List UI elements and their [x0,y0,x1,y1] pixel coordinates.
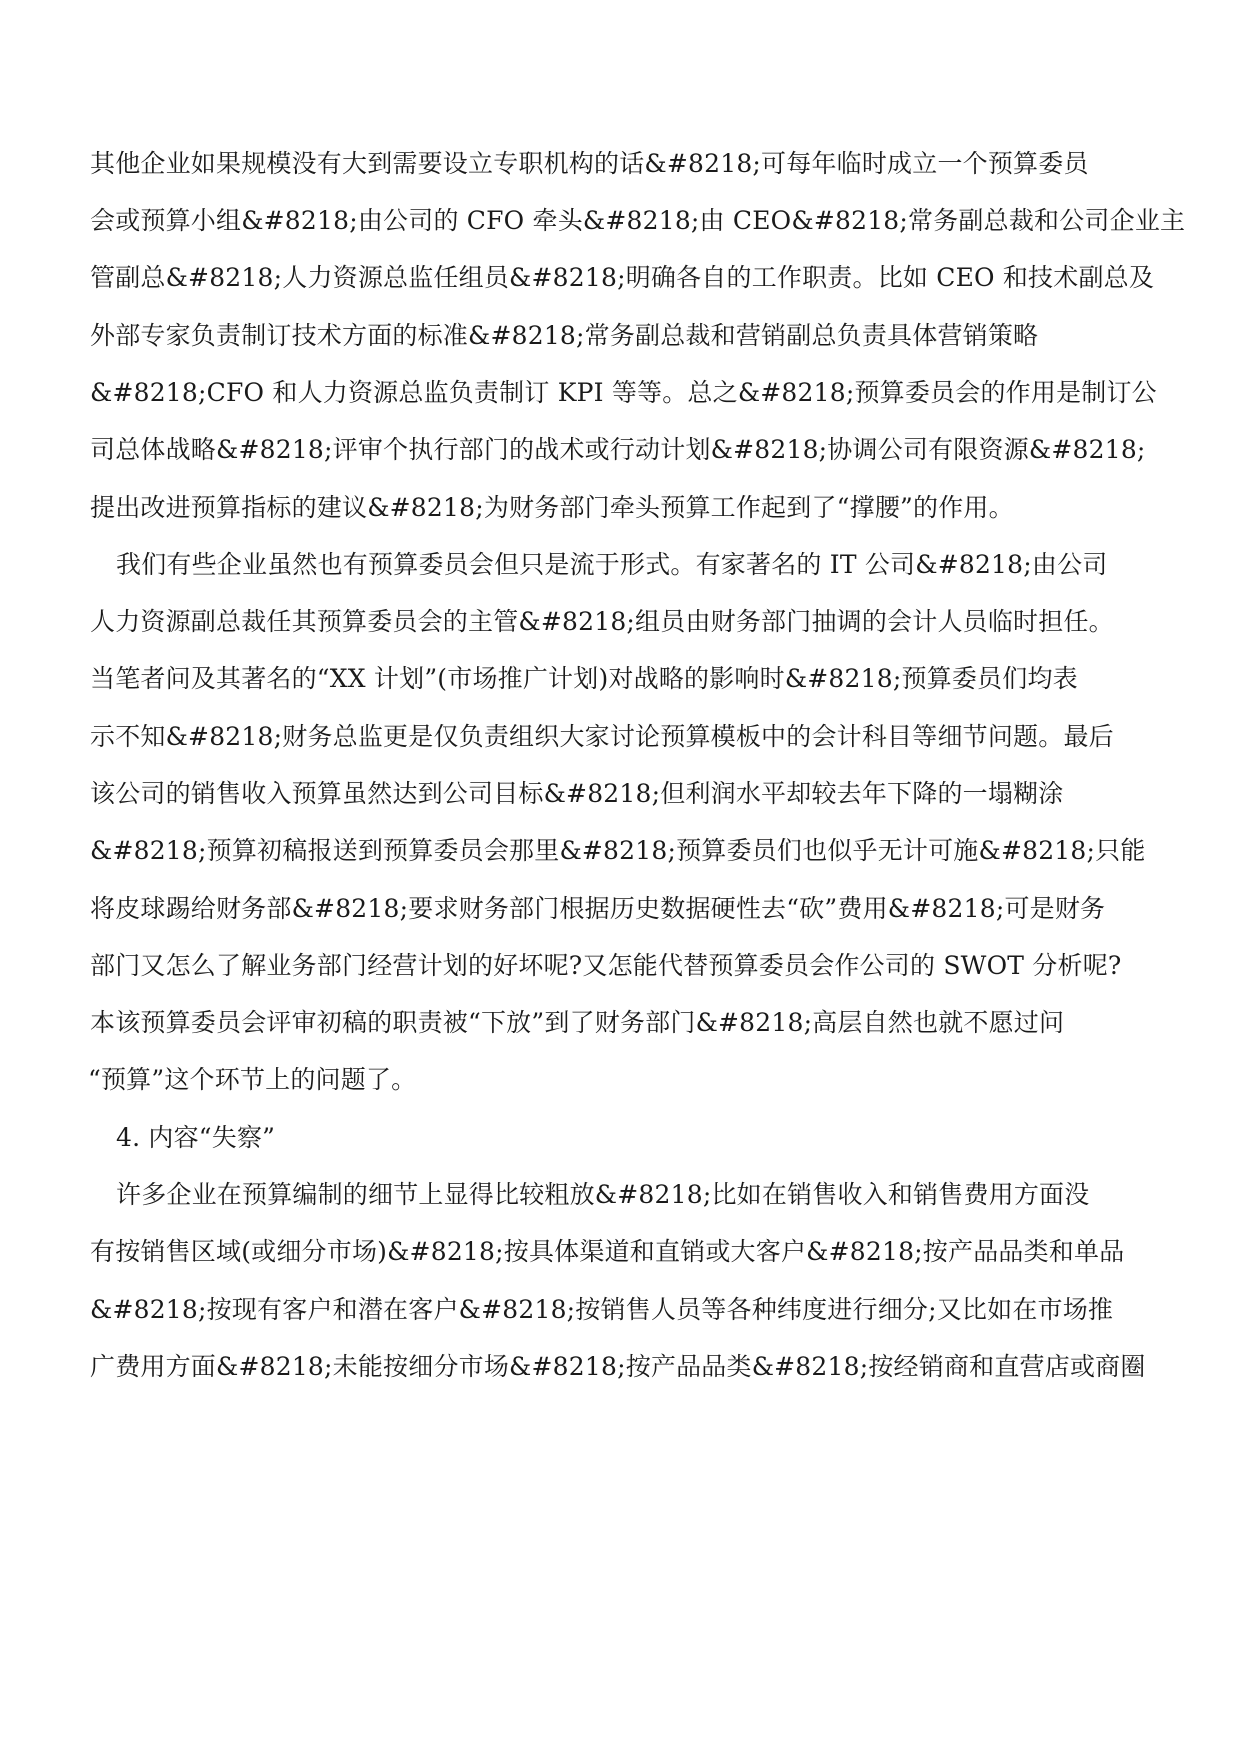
text-line: 广费用方面&#8218;未能按细分市场&#8218;按产品品类&#8218;按经销商和直营店或商圈 [90,1352,1146,1381]
text-line: 有按销售区域(或细分市场)&#8218;按具体渠道和直销或大客户&#8218;按产品品类和单品 [90,1237,1125,1266]
paragraph-start-line: 我们有些企业虽然也有预算委员会但只是流于形式。有家著名的 IT 公司&#8218;由公司 [116,550,1108,579]
text-line: 该公司的销售收入预算虽然达到公司目标&#8218;但利润水平却较去年下降的一塌糊涂 [90,779,1064,808]
text-line: 示不知&#8218;财务总监更是仅负责组织大家讨论预算模板中的会计科目等细节问题。最后 [90,722,1114,751]
text-line: 人力资源副总裁任其预算委员会的主管&#8218;组员由财务部门抽调的会计人员临时担任。 [90,607,1114,636]
text-line: 司总体战略&#8218;评审个执行部门的战术或行动计划&#8218;协调公司有限资源&#8218; [90,435,1146,464]
text-line: 外部专家负责制订技术方面的标准&#8218;常务副总裁和营销副总负责具体营销策略 [90,321,1039,350]
text-line: &#8218;预算初稿报送到预算委员会那里&#8218;预算委员们也似乎无计可施&#8218;只能 [90,836,1146,865]
text-line: 提出改进预算指标的建议&#8218;为财务部门牵头预算工作起到了“撑腰”的作用。 [90,493,1014,522]
text-line: &#8218;CFO 和人力资源总监负责制订 KPI 等等。总之&#8218;预算委员会的作用是制订公 [90,378,1157,407]
text-line: 本该预算委员会评审初稿的职责被“下放”到了财务部门&#8218;高层自然也就不愿过问 [90,1008,1065,1037]
text-line: 部门又怎么了解业务部门经营计划的好坏呢?又怎能代替预算委员会作公司的 SWOT 分析呢? [90,951,1122,980]
text-line: 其他企业如果规模没有大到需要设立专职机构的话&#8218;可每年临时成立一个预算委员 [90,149,1089,178]
text-line: 会或预算小组&#8218;由公司的 CFO 牵头&#8218;由 CEO&#8218;常务副总裁和公司企业主 [90,206,1186,235]
text-line: 将皮球踢给财务部&#8218;要求财务部门根据历史数据硬性去“砍”费用&#8218;可是财务 [90,894,1106,923]
paragraph-start-line: 许多企业在预算编制的细节上显得比较粗放&#8218;比如在销售收入和销售费用方面没 [116,1180,1090,1209]
section-heading: 4. 内容“失察” [116,1123,276,1152]
text-line: 当笔者问及其著名的“XX 计划”(市场推广计划)对战略的影响时&#8218;预算委员们均表 [90,664,1078,693]
text-line: 管副总&#8218;人力资源总监任组员&#8218;明确各自的工作职责。比如 CEO 和技术副总及 [90,263,1155,292]
text-line: “预算”这个环节上的问题了。 [88,1065,417,1094]
text-line: &#8218;按现有客户和潜在客户&#8218;按销售人员等各种纬度进行细分;又比如在市场推 [90,1295,1114,1324]
